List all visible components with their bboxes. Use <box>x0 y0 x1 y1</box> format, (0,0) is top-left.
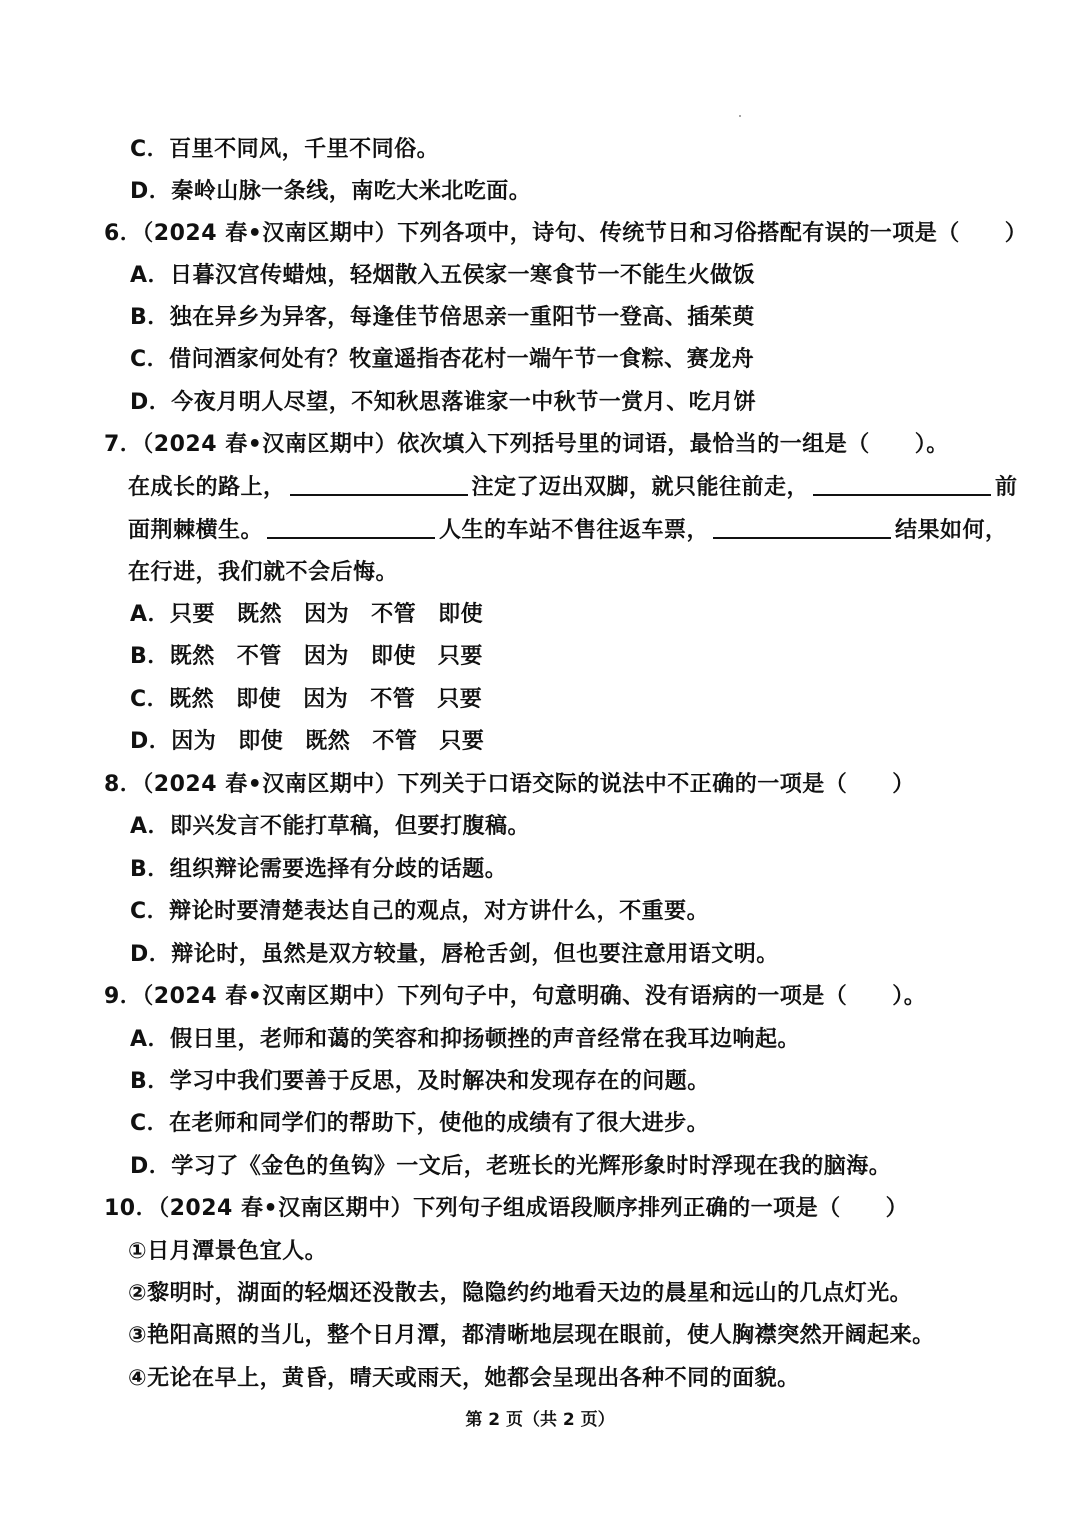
q7-passage-line-1 <box>128 472 1018 504</box>
option-word: 因为 <box>303 644 349 669</box>
page-number: 第 2 页（共 2 页） <box>465 1410 615 1430</box>
q9-option-c: C．在老师和同学们的帮助下，使他的成绩有了很大进步。 <box>130 1111 710 1136</box>
q7-passage-text: 结果如何， <box>895 518 1008 543</box>
q7-option-b <box>130 641 505 673</box>
option-word: 既然 <box>169 687 215 712</box>
option-word: 只要 <box>439 729 485 754</box>
q9-option-b: B．学习中我们要善于反思，及时解决和发现存在的问题。 <box>130 1069 710 1094</box>
q6-option-c: C．借问酒家何处有？牧童遥指杏花村一端午节一食粽、赛龙舟 <box>130 347 755 372</box>
q9-stem: 9．（2024 春•汉南区期中）下列句子中，句意明确、没有语病的一项是（ ）。 <box>104 984 927 1009</box>
option-label: D． <box>130 729 172 754</box>
option-word: 即使 <box>370 644 416 669</box>
q9-option-a: A．假日里，老师和蔼的笑容和抑扬顿挫的声音经常在我耳边响起。 <box>130 1027 801 1052</box>
q5-option-c: C．百里不同风，千里不同俗。 <box>130 137 440 162</box>
q5-option-d: D．秦岭山脉一条线，南吃大米北吃面。 <box>130 179 532 204</box>
q8-option-b: B．组织辩论需要选择有分歧的话题。 <box>130 857 508 882</box>
option-word: 即使 <box>438 602 484 627</box>
q7-passage-text: 人生的车站不售往返车票， <box>439 518 710 543</box>
q7-passage-text: 面荆棘横生。 <box>128 518 264 543</box>
option-word: 既然 <box>169 644 215 669</box>
option-word: 不管 <box>371 602 417 627</box>
q8-option-a: A．即兴发言不能打草稿，但要打腹稿。 <box>130 814 531 839</box>
q7-passage-line-2 <box>128 515 1008 547</box>
q7-passage-line-3: 在行进，我们就不会后悔。 <box>128 560 399 585</box>
fill-blank <box>713 515 891 539</box>
q9-option-d: D．学习了《金色的鱼钩》一文后，老班长的光辉形象时时浮现在我的脑海。 <box>130 1154 892 1179</box>
option-word: 不管 <box>370 687 416 712</box>
q6-stem: 6．（2024 春•汉南区期中）下列各项中，诗句、传统节日和习俗搭配有误的一项是（ ） <box>104 221 1028 246</box>
q7-option-d <box>130 726 506 758</box>
option-word: 因为 <box>303 687 349 712</box>
option-label: A． <box>130 602 171 627</box>
q8-stem: 8．（2024 春•汉南区期中）下列关于口语交际的说法中不正确的一项是（ ） <box>104 772 915 797</box>
option-word: 即使 <box>238 729 284 754</box>
option-word: 既然 <box>237 602 283 627</box>
option-word: 不管 <box>236 644 282 669</box>
option-word: 因为 <box>304 602 350 627</box>
q6-option-b: B．独在异乡为异客，每逢佳节倍思亲一重阳节一登高、插茱萸 <box>130 305 755 330</box>
option-word: 即使 <box>236 687 282 712</box>
option-word: 只要 <box>170 602 216 627</box>
q7-passage-text: 注定了迈出双脚，就只能往前走， <box>471 475 810 500</box>
fill-blank <box>813 472 991 496</box>
q8-option-d: D．辩论时，虽然是双方较量，唇枪舌剑，但也要注意用语文明。 <box>130 942 779 967</box>
scan-speck <box>739 115 741 117</box>
option-word: 不管 <box>372 729 418 754</box>
option-label: B． <box>130 644 170 669</box>
option-word: 只要 <box>437 644 483 669</box>
option-label: C． <box>130 687 170 712</box>
q10-sentence-1: ①日月潭景色宜人。 <box>128 1239 328 1264</box>
q7-passage-text: 在成长的路上， <box>128 475 286 500</box>
q10-sentence-4: ④无论在早上，黄昏，晴天或雨天，她都会呈现出各种不同的面貌。 <box>128 1366 800 1391</box>
q8-option-c: C．辩论时要清楚表达自己的观点，对方讲什么，不重要。 <box>130 899 710 924</box>
q6-option-a: A．日暮汉宫传蜡烛，轻烟散入五侯家一寒食节一不能生火做饭 <box>130 263 756 288</box>
q6-option-d: D．今夜月明人尽望，不知秋思落谁家一中秋节一赏月、吃月饼 <box>130 390 757 415</box>
q7-passage-text: 前 <box>995 475 1018 500</box>
q7-stem: 7．（2024 春•汉南区期中）依次填入下列括号里的词语，最恰当的一组是（ ）。 <box>104 432 949 457</box>
fill-blank <box>267 515 435 539</box>
q7-option-a <box>130 599 505 631</box>
option-word: 既然 <box>305 729 351 754</box>
option-word: 只要 <box>437 687 483 712</box>
q10-sentence-3: ③艳阳高照的当儿，整个日月潭，都清晰地层现在眼前，使人胸襟突然开阔起来。 <box>128 1323 935 1348</box>
q10-sentence-2: ②黎明时，湖面的轻烟还没散去，隐隐约约地看天边的晨星和远山的几点灯光。 <box>128 1281 913 1306</box>
fill-blank <box>290 472 468 496</box>
q7-option-c <box>130 684 504 716</box>
option-word: 因为 <box>171 729 217 754</box>
q10-stem: 10．（2024 春•汉南区期中）下列句子组成语段顺序排列正确的一项是（ ） <box>104 1196 909 1221</box>
